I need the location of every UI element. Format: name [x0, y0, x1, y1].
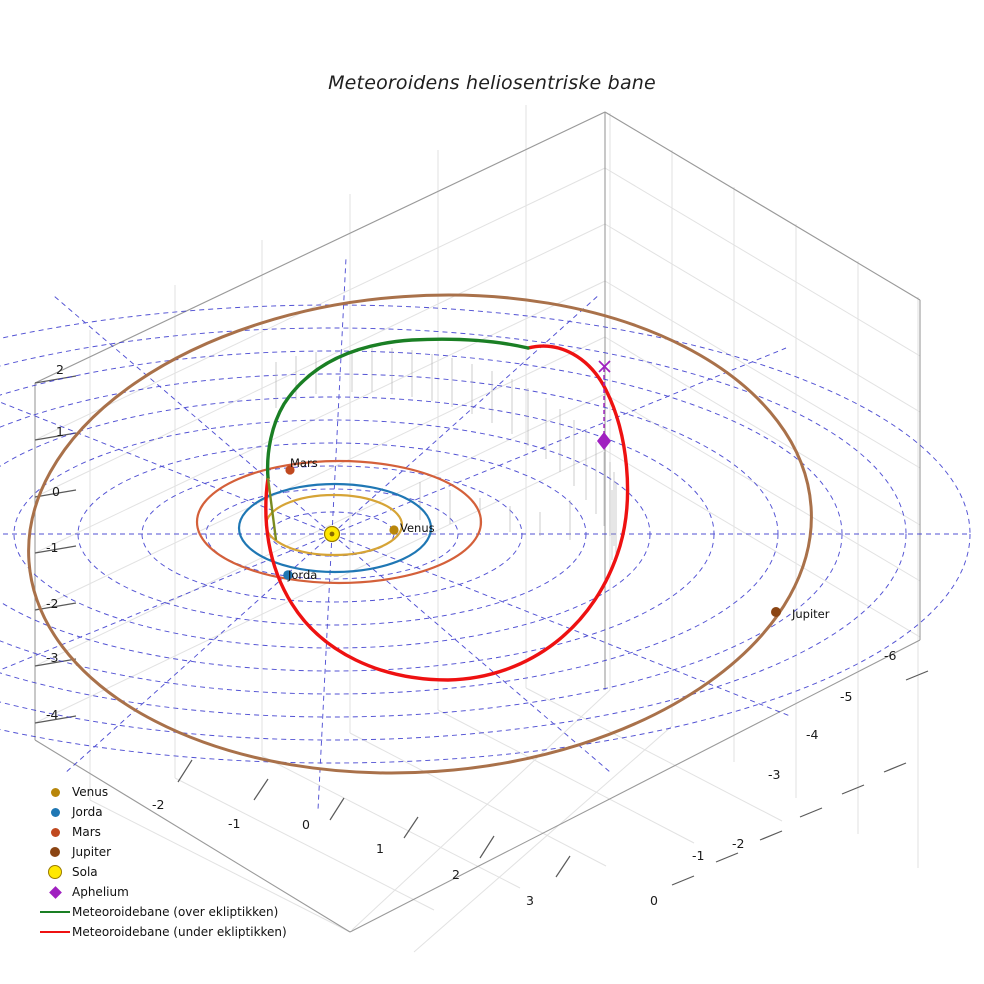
x-tick-label: 2: [452, 867, 460, 882]
y-tick-label: -2: [732, 836, 745, 851]
z-tick-label: 0: [52, 484, 60, 499]
red-line-icon: [38, 931, 72, 933]
legend-label: Meteoroidebane (over ekliptikken): [72, 905, 279, 919]
y-tick-label: -5: [840, 689, 853, 704]
z-tick-label: -4: [46, 707, 59, 722]
legend-item-jupiter: [38, 842, 320, 862]
sun-marker-icon: [38, 865, 72, 879]
legend-label: Aphelium: [72, 885, 129, 899]
jupiter-marker: [771, 607, 781, 617]
annotation-mars: Mars: [290, 456, 318, 470]
x-tick-label: 0: [302, 817, 310, 832]
aphelion-diamond-marker: [597, 432, 611, 450]
legend-label: Venus: [72, 785, 109, 799]
y-tick-label: -6: [884, 648, 897, 663]
meteoroid-orbit-below-ecliptic: [266, 346, 628, 680]
y-tick-label: 0: [650, 893, 658, 908]
x-tick-label: -2: [152, 797, 165, 812]
legend-item-sola: [38, 862, 320, 882]
legend-item-jorda: [38, 802, 320, 822]
aphelion-diamond-icon: [38, 888, 72, 897]
annotation-jupiter: Jupiter: [792, 607, 830, 621]
legend-label: Jorda: [72, 805, 103, 819]
x-tick-label: 1: [376, 841, 384, 856]
z-tick-label: 2: [56, 362, 64, 377]
legend-item-orbit-below-ecliptic: [38, 922, 320, 942]
sun-marker: [325, 527, 340, 542]
z-tick-label: -2: [46, 596, 59, 611]
chart-legend: [38, 782, 320, 942]
legend-item-orbit-above-ecliptic: [38, 902, 320, 922]
x-tick-label: 3: [526, 893, 534, 908]
earth-marker-icon: [38, 808, 72, 817]
annotation-jorda: Jorda: [288, 568, 318, 582]
legend-label: Sola: [72, 865, 98, 879]
legend-item-venus: [38, 782, 320, 802]
x-tick-label: -1: [228, 816, 241, 831]
y-tick-label: -1: [692, 848, 705, 863]
venus-marker-icon: [38, 788, 72, 797]
mars-marker-icon: [38, 828, 72, 837]
legend-label: Jupiter: [72, 845, 112, 859]
z-tick-label: -1: [46, 540, 59, 555]
legend-item-mars: [38, 822, 320, 842]
y-tick-label: -4: [806, 727, 819, 742]
legend-label: Meteoroidebane (under ekliptikken): [72, 925, 287, 939]
chart-title: Meteoroidens heliosentriske bane: [328, 72, 656, 94]
legend-item-aphelium: [38, 882, 320, 902]
annotation-venus: Venus: [400, 521, 435, 535]
venus-orbit: [266, 495, 402, 555]
venus-marker: [389, 525, 398, 534]
legend-label: Mars: [72, 825, 101, 839]
z-tick-label: -3: [46, 650, 59, 665]
green-line-icon: [38, 911, 72, 913]
jupiter-marker-icon: [38, 847, 72, 857]
z-tick-label: 1: [56, 424, 64, 439]
y-tick-label: -3: [768, 767, 781, 782]
